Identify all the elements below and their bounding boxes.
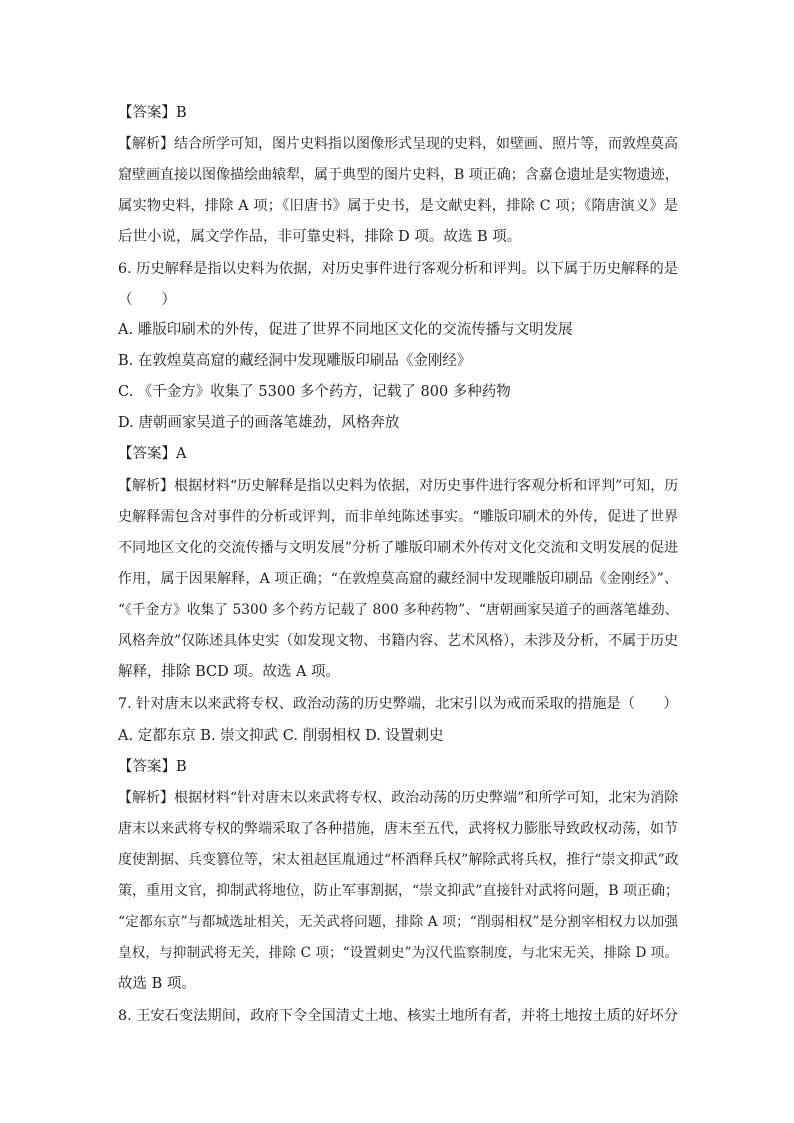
q6-analysis-line: 【解析】根据材料“历史解释是指以史料为依据，对历史事件进行客观分析和评判”可知，历 (118, 478, 679, 494)
q6-analysis-line: 风格奔放”仅陈述具体史实（如发现文物、书籍内容、艺术风格），未涉及分析，不属于历史 (118, 633, 679, 649)
q6-analysis-line: 史解释需包含对事件的分析或评判，而非单纯陈述事实。“雕版印刷术的外传，促进了世界 (118, 509, 678, 525)
q6-stem: 6. 历史解释是指以史料为依据，对历史事件进行客观分析和评判。以下属于历史解释的是 (118, 261, 678, 277)
q7-analysis-line: 策，重用文官，抑制武将地位，防止军事割据，“崇文抑武”直接针对武将问题，B 项正确； (118, 883, 680, 899)
q5-analysis-line: 属实物史料，排除 A 项；《旧唐书》属于史书，是文献史料，排除 C 项；《隋唐演义》是 (118, 198, 678, 214)
q7-stem: 7. 针对唐末以来武将专权、政治动荡的历史弊端，北宋引以为戒而采取的措施是（ ） (118, 696, 678, 712)
q6-analysis-line: 不同地区文化的交流传播与文明发展”分析了雕版印刷术外传对文化交流和文明发展的促进 (118, 540, 678, 556)
q7-analysis-line: 度使割据、兵变篡位等，宋太祖赵匡胤通过“杯酒释兵权”解除武将兵权，推行“崇文抑武”政 (118, 852, 679, 868)
q6-option-a: A. 雕版印刷术的外传，促进了世界不同地区文化的交流传播与文明发展 (118, 322, 573, 338)
q6-option-c: C. 《千金方》收集了 5300 多个药方，记载了 800 多种药物 (118, 384, 511, 400)
q5-analysis-line: 后世小说，属文学作品，非可靠史料，排除 D 项。故选 B 项。 (118, 229, 522, 245)
q7-analysis-line: 【解析】根据材料“针对唐末以来武将专权、政治动荡的历史弊端”和所学可知，北宋为消除 (118, 790, 679, 806)
q5-analysis-line: 窟壁画直接以图像描绘曲辕犁，属于典型的图片史料，B 项正确；含嘉仓遗址是实物遗迹， (118, 167, 679, 183)
q6-answer: 【答案】A (118, 446, 187, 462)
q7-analysis-line: 故选 B 项。 (118, 976, 196, 992)
q5-answer: 【答案】B (118, 105, 187, 121)
q7-options: A. 定都东京 B. 崇文抑武 C. 削弱相权 D. 设置刺史 (118, 728, 444, 744)
q6-option-b: B. 在敦煌莫高窟的藏经洞中发现雕版印刷品《金刚经》 (118, 353, 472, 369)
q6-analysis-line: “《千金方》收集了 5300 多个药方记载了 800 多种药物”、“唐朝画家吴道子的画落笔雄劲、 (118, 602, 679, 618)
q6-analysis-line: 解释，排除 BCD 项。故选 A 项。 (118, 664, 341, 680)
q6-stem-blank: （ ） (118, 292, 176, 308)
q6-analysis-line: 作用，属于因果解释，A 项正确；“在敦煌莫高窟的藏经洞中发现雕版印刷品《金刚经》”、 (118, 571, 678, 587)
q6-option-d: D. 唐朝画家吴道子的画落笔雄劲，风格奔放 (118, 415, 400, 431)
q7-analysis-line: 皇权，与抑制武将无关，排除 C 项；“设置刺史”为汉代监察制度，与北宋无关，排除 D 项。 (118, 945, 678, 961)
q7-analysis-line: “定都东京”与都城选址相关，无关武将问题，排除 A 项；“削弱相权”是分割宰相权力以加强 (118, 914, 678, 930)
q7-analysis-line: 唐末以来武将专权的弊端采取了各种措施，唐末至五代，武将权力膨胀导致政权动荡，如节 (118, 821, 678, 837)
q7-answer: 【答案】B (118, 759, 187, 775)
q8-stem: 8. 王安石变法期间，政府下令全国清丈土地、核实土地所有者，并将土地按土质的好坏分 (118, 1008, 678, 1024)
q5-analysis-line: 【解析】结合所学可知，图片史料指以图像形式呈现的史料，如壁画、照片等，而敦煌莫高 (118, 136, 678, 152)
